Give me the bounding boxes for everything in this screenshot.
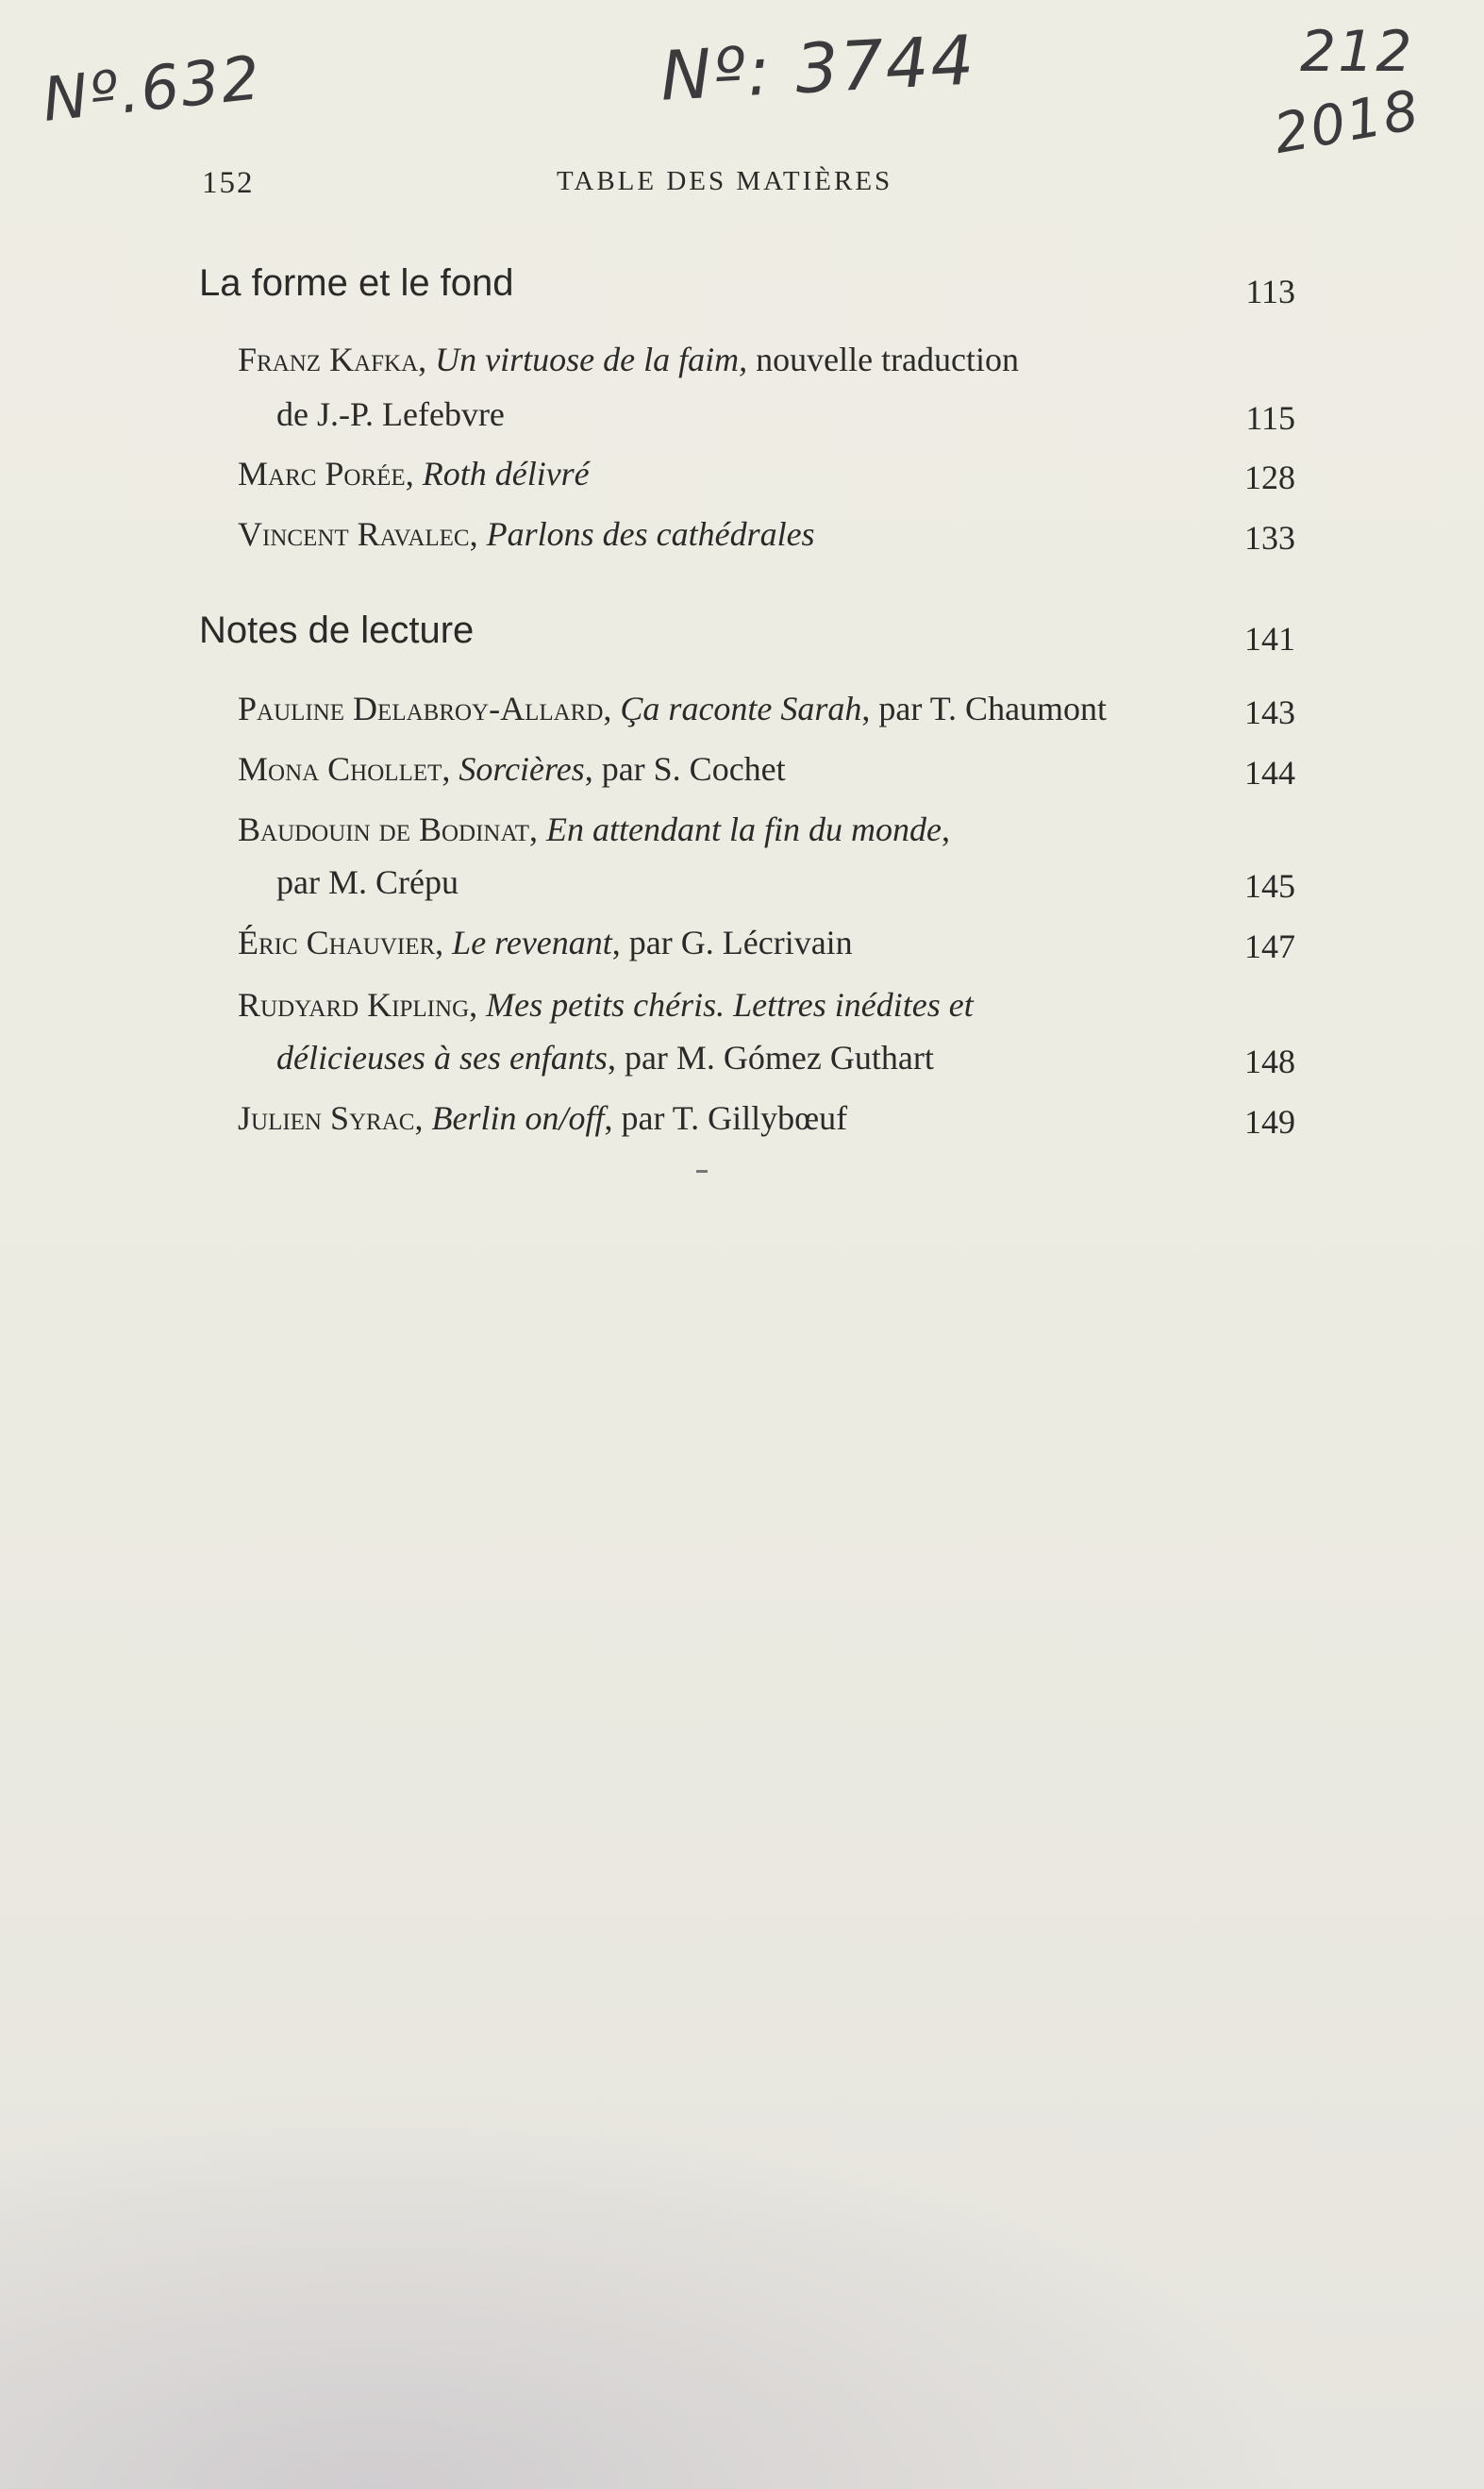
- toc-entry-kafka: Franz Kafka, Un virtuose de la faim, nouvelle traduction: [238, 341, 1020, 378]
- entry-rest: , par S. Cochet: [584, 750, 786, 788]
- running-title: TABLE DES MATIÈRES: [557, 166, 893, 196]
- entry-page-poree: 128: [1244, 459, 1295, 496]
- entry-work: Parlons des cathédrales: [486, 515, 815, 553]
- entry-page-kafka: 115: [1245, 399, 1295, 437]
- section-title-notes: Notes de lecture: [199, 610, 475, 651]
- page-number: 152: [202, 166, 255, 200]
- entry-work: Un virtuose de la faim,: [435, 341, 748, 378]
- entry-work-cont: délicieuses à ses enfants: [276, 1039, 608, 1077]
- toc-entry-kafka-cont: de J.-P. Lefebvre: [276, 395, 505, 433]
- entry-rest: , par T. Gillybœuf: [604, 1099, 848, 1137]
- entry-author: Rudyard Kipling: [238, 986, 470, 1024]
- toc-entry-delabroy: Pauline Delabroy-Allard, Ça raconte Sarah, par T. Chaumont: [238, 690, 1108, 727]
- handwritten-inventory-number: Nº.632: [39, 43, 265, 136]
- entry-work: En attendant la fin du monde: [546, 810, 942, 848]
- entry-author: Marc Porée: [238, 455, 406, 493]
- entry-work: Le revenant: [452, 924, 612, 961]
- entry-page-delabroy: 143: [1244, 693, 1295, 731]
- entry-rest: , par T. Chaumont: [861, 690, 1108, 727]
- entry-page-ravalec: 133: [1244, 519, 1295, 557]
- entry-author: Baudouin de Bodinat: [238, 810, 530, 848]
- page-shadow: [0, 2029, 1484, 2489]
- toc-entry-chauvier: Éric Chauvier, Le revenant, par G. Lécrivain: [238, 924, 853, 961]
- toc-entry-syrac: Julien Syrac, Berlin on/off, par T. Gillybœuf: [238, 1099, 848, 1137]
- entry-author: Éric Chauvier: [238, 924, 436, 961]
- entry-work: Mes petits chéris. Lettres inédites et: [486, 986, 974, 1024]
- entry-work: Roth délivré: [422, 455, 590, 493]
- toc-entry-bodinat: Baudouin de Bodinat, En attendant la fin du monde,: [238, 810, 951, 848]
- section-page-la-forme: 113: [1245, 273, 1295, 310]
- section-page-notes: 141: [1244, 620, 1295, 658]
- entry-author: Franz Kafka: [238, 341, 419, 378]
- entry-author: Julien Syrac: [238, 1099, 415, 1137]
- entry-work: Ça raconte Sarah: [620, 690, 862, 727]
- entry-page-bodinat: 145: [1244, 867, 1295, 905]
- section-title-la-forme: La forme et le fond: [199, 262, 514, 304]
- handwritten-catalog-number: Nº: 3744: [659, 20, 978, 116]
- entry-page-syrac: 149: [1244, 1103, 1295, 1141]
- entry-author: Vincent Ravalec: [238, 515, 470, 553]
- handwritten-note-top: 212: [1300, 19, 1414, 85]
- toc-entry-chollet: Mona Chollet, Sorcières, par S. Cochet: [238, 750, 786, 788]
- toc-entry-ravalec: Vincent Ravalec, Parlons des cathédrales: [238, 515, 815, 553]
- toc-entry-kipling: Rudyard Kipling, Mes petits chéris. Lettres inédites et: [238, 986, 974, 1024]
- entry-page-chauvier: 147: [1244, 927, 1295, 965]
- entry-author: Pauline Delabroy-Allard: [238, 690, 604, 727]
- toc-entry-bodinat-cont: par M. Crépu: [276, 863, 459, 901]
- toc-entry-kipling-cont: [276, 1038, 934, 1077]
- print-mark: [696, 1170, 708, 1173]
- entry-work: Berlin on/off: [431, 1099, 605, 1137]
- entry-rest: ,: [942, 810, 951, 848]
- entry-author: Mona Chollet: [238, 750, 442, 788]
- entry-rest: , par G. Lécrivain: [611, 924, 853, 961]
- entry-page-kipling: 148: [1244, 1043, 1295, 1080]
- handwritten-year: 2018: [1269, 77, 1426, 166]
- toc-entry-poree: Marc Porée, Roth délivré: [238, 455, 590, 493]
- entry-page-chollet: 144: [1244, 754, 1295, 792]
- entry-work: Sorcières: [459, 750, 585, 788]
- entry-rest-cont: , par M. Gómez Guthart: [607, 1039, 934, 1077]
- entry-rest: nouvelle traduction: [747, 341, 1020, 378]
